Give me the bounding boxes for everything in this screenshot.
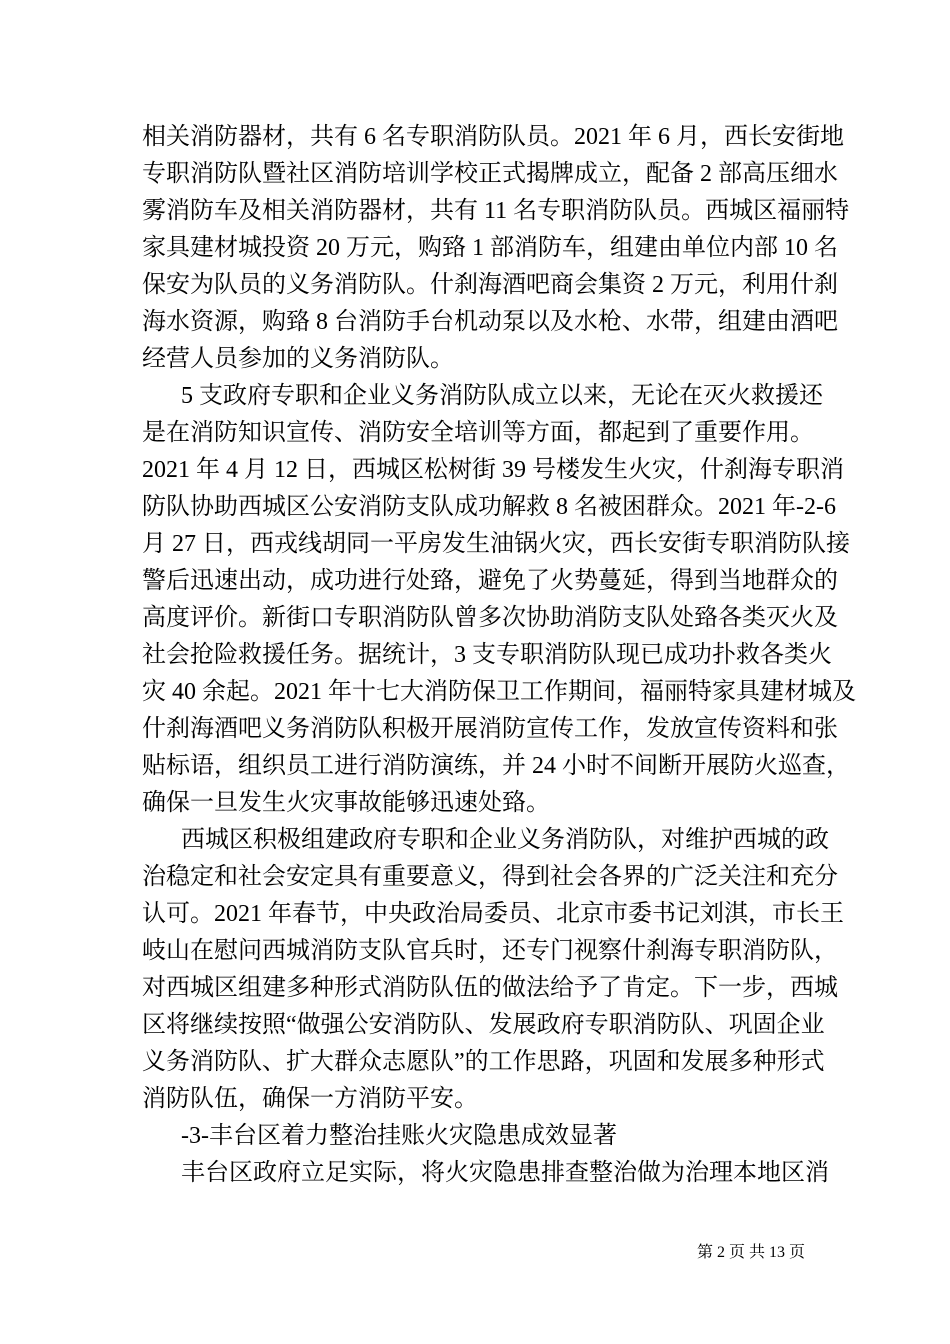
text-line: 是在消防知识宣传、消防安全培训等方面，都起到了重要作用。 (142, 420, 814, 446)
text-line: 相关消防器材，共有 6 名专职消防队员。2021 年 6 月，西长安街地 (142, 124, 844, 150)
text-line: 社会抢险救援任务。据统计，3 支专职消防队现已成功扑救各类火 (142, 642, 832, 668)
text-line: 认可。2021 年春节，中央政治局委员、北京市委书记刘淇，市长王 (142, 901, 844, 927)
page-footer (697, 1243, 805, 1263)
text-line: 家具建材城投资 20 万元，购臵 1 部消防车，组建由单位内部 10 名 (142, 235, 838, 261)
text-line: 确保一旦发生火灾事故能够迅速处臵。 (142, 790, 550, 816)
text-line: 西城区积极组建政府专职和企业义务消防队，对维护西城的政 (181, 827, 829, 853)
text-line: 防队协助西城区公安消防支队成功解救 8 名被困群众。2021 年-2-6 (142, 494, 836, 520)
text-line: -3-丰台区着力整治挂账火灾隐患成效显著 (181, 1123, 617, 1149)
text-line: 什刹海酒吧义务消防队积极开展消防宣传工作，发放宣传资料和张 (142, 716, 838, 742)
text-line: 义务消防队、扩大群众志愿队”的工作思路，巩固和发展多种形式 (142, 1049, 825, 1075)
text-line: 经营人员参加的义务消防队。 (142, 346, 454, 372)
text-line: 岐山在慰问西城消防支队官兵时，还专门视察什刹海专职消防队， (142, 938, 838, 964)
text-line: 雾消防车及相关消防器材，共有 11 名专职消防队员。西城区福丽特 (142, 198, 850, 224)
text-line: 高度评价。新街口专职消防队曾多次协助消防支队处臵各类灭火及 (142, 605, 838, 631)
text-line: 海水资源，购臵 8 台消防手台机动泵以及水枪、水带，组建由酒吧 (142, 309, 838, 335)
text-line: 对西城区组建多种形式消防队伍的做法给予了肯定。下一步，西城 (142, 975, 838, 1001)
document-body (142, 119, 856, 1192)
text-line: 灾 40 余起。2021 年十七大消防保卫工作期间，福丽特家具建材城及 (142, 679, 856, 705)
text-line: 2021 年 4 月 12 日，西城区松树街 39 号楼发生火灾，什刹海专职消 (142, 457, 844, 483)
text-line: 贴标语，组织员工进行消防演练，并 24 小时不间断开展防火巡查， (142, 753, 850, 779)
text-line: 专职消防队暨社区消防培训学校正式揭牌成立，配备 2 部高压细水 (142, 161, 838, 187)
text-line: 区将继续按照“做强公安消防队、发展政府专职消防队、巩固企业 (142, 1012, 825, 1038)
text-line: 5 支政府专职和企业义务消防队成立以来，无论在灭火救援还 (181, 383, 823, 409)
text-line: 月 27 日，西戎线胡同一平房发生油锅火灾，西长安街专职消防队接 (142, 531, 850, 557)
page-number-label: 第 2 页 共 13 页 (696, 1244, 805, 1261)
text-line: 警后迅速出动，成功进行处臵，避免了火势蔓延，得到当地群众的 (142, 568, 838, 594)
text-line: 丰台区政府立足实际，将火灾隐患排查整治做为治理本地区消 (181, 1160, 829, 1186)
text-line: 治稳定和社会安定具有重要意义，得到社会各界的广泛关注和充分 (142, 864, 838, 890)
text-line: 消防队伍，确保一方消防平安。 (142, 1086, 478, 1112)
text-line: 保安为队员的义务消防队。什刹海酒吧商会集资 2 万元，利用什刹 (142, 272, 838, 298)
